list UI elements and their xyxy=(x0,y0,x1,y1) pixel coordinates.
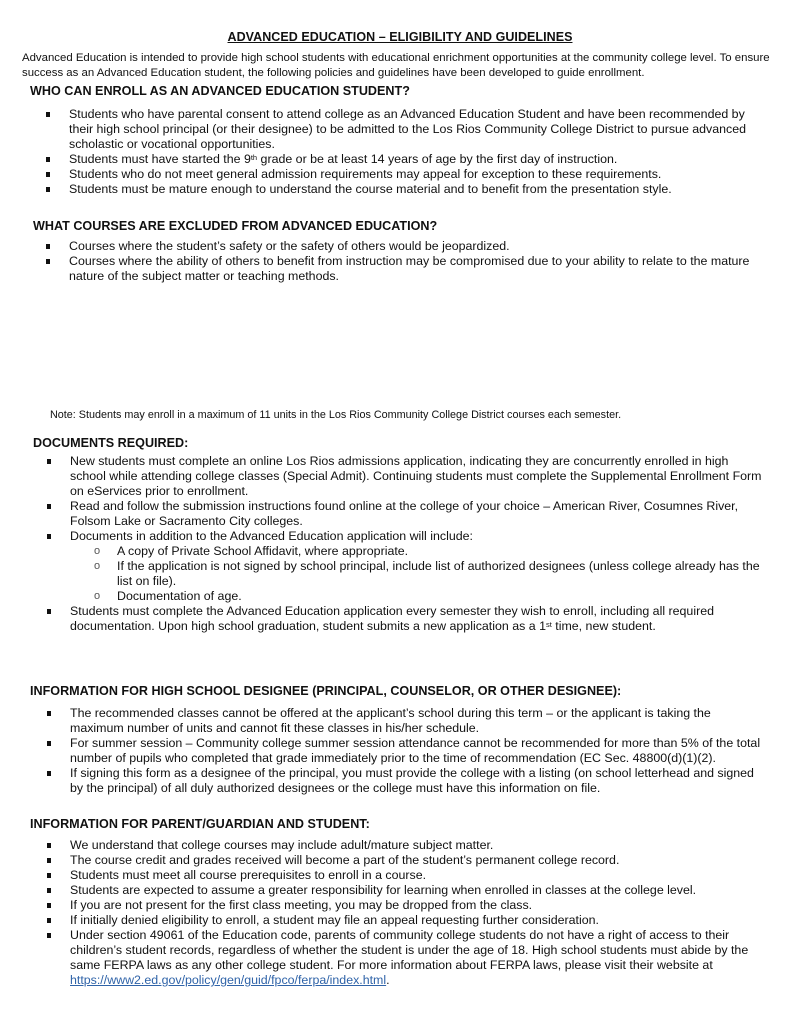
list-item-text: Students are expected to assume a greater responsibility for learning when enrolled in classes at the college level. xyxy=(70,883,697,897)
list-item xyxy=(47,706,767,736)
list-item xyxy=(46,107,766,152)
square-bullet-icon xyxy=(47,504,51,509)
sub-list-item xyxy=(70,544,767,559)
list-item xyxy=(46,239,766,254)
sub-list-item-text: Documentation of age. xyxy=(117,589,242,603)
list-item xyxy=(47,604,767,634)
heading-parent-guardian-student: INFORMATION FOR PARENT/GUARDIAN AND STUDENT: xyxy=(30,817,370,831)
list-item xyxy=(47,499,767,529)
documents-required-list xyxy=(47,454,767,634)
who-can-enroll-list xyxy=(46,107,766,197)
intro-paragraph: Advanced Education is intended to provide high school students with educational enrichment opportunities at the community college level. To ensure success as an Advanced Education student, the following policies and guidelines have been developed to guide enrollment. xyxy=(22,52,770,79)
list-item-text: Courses where the ability of others to benefit from instruction may be compromised due to your ability to relate to the mature nature of the subject matter or teaching methods. xyxy=(69,254,750,283)
square-bullet-icon xyxy=(47,888,51,893)
list-item-text: Students who do not meet general admission requirements may appeal for exception to these requirements. xyxy=(69,167,662,181)
square-bullet-icon xyxy=(46,157,50,162)
list-item xyxy=(46,254,766,284)
circle-bullet-icon: o xyxy=(94,545,101,557)
square-bullet-icon xyxy=(47,534,51,539)
list-item-text: New students must complete an online Los Rios admissions application, indicating they are concurrently enrolled in high school while attending college classes (Special Admit). Continuing students must complete the Supplemental Enrollment Form on eServices prior to enrollment. xyxy=(70,454,762,498)
square-bullet-icon xyxy=(46,112,50,117)
list-item-text: The recommended classes cannot be offered at the applicant’s school during this term – or the applicant is taking the maximum number of units and cannot fit these classes in his/her schedule. xyxy=(70,706,711,735)
superscript: th xyxy=(250,153,258,162)
square-bullet-icon xyxy=(47,609,51,614)
list-item xyxy=(47,766,767,796)
square-bullet-icon xyxy=(47,771,51,776)
square-bullet-icon xyxy=(47,918,51,923)
heading-who-can-enroll: WHO CAN ENROLL AS AN ADVANCED EDUCATION STUDENT? xyxy=(30,84,410,98)
list-item-text: We understand that college courses may include adult/mature subject matter. xyxy=(70,838,494,852)
list-item xyxy=(47,913,767,928)
list-item xyxy=(47,898,767,913)
list-item-text: Under section 49061 of the Education code, parents of community college students do not have a right of access to their children’s student records, regardless of whether the student is under the age of 18. High school students must abide by the same FERPA laws as any other college student. For more information about FERPA laws, please visit their website at https://www2.ed.gov/policy/gen/guid/fpco/ferpa/index.html. xyxy=(70,928,749,987)
list-item-text: Courses where the student’s safety or the safety of others would be jeopardized. xyxy=(69,239,510,253)
list-item-text: If you are not present for the first class meeting, you may be dropped from the class. xyxy=(70,898,533,912)
page-title: ADVANCED EDUCATION – ELIGIBILITY AND GUIDELINES xyxy=(227,30,573,44)
heading-high-school-designee: INFORMATION FOR HIGH SCHOOL DESIGNEE (PRINCIPAL, COUNSELOR, OR OTHER DESIGNEE): xyxy=(30,684,622,698)
list-item-text: Students must complete the Advanced Education application every semester they wish to enroll, including all required documentation. Upon high school graduation, student submits a new application as a 1st time, new student. xyxy=(70,604,714,633)
list-item xyxy=(46,167,766,182)
ferpa-link[interactable]: https://www2.ed.gov/policy/gen/guid/fpco/ferpa/index.html xyxy=(70,973,387,987)
list-item-text: If initially denied eligibility to enroll, a student may file an appeal requesting further consideration. xyxy=(70,913,599,927)
circle-bullet-icon: o xyxy=(94,590,101,602)
list-item-text: If signing this form as a designee of the principal, you must provide the college with a listing (on school letterhead and signed by the principal) of all duly authorized designees or the college must have this information on file. xyxy=(70,766,754,795)
list-item-text: Students must be mature enough to understand the course material and to benefit from the presentation style. xyxy=(69,182,672,196)
heading-documents-required: DOCUMENTS REQUIRED: xyxy=(33,436,189,450)
heading-excluded-courses: WHAT COURSES ARE EXCLUDED FROM ADVANCED EDUCATION? xyxy=(33,219,438,233)
list-item-text: Students must meet all course prerequisites to enroll in a course. xyxy=(70,868,427,882)
parent-guardian-student-list xyxy=(47,838,767,988)
list-item xyxy=(47,736,767,766)
sub-list-item-text: If the application is not signed by school principal, include list of authorized designees (unless college already has the list on file). xyxy=(117,559,760,588)
list-item xyxy=(47,883,767,898)
square-bullet-icon xyxy=(46,187,50,192)
square-bullet-icon xyxy=(47,903,51,908)
sub-list-item xyxy=(70,589,767,604)
list-item-text: Read and follow the submission instructions found online at the college of your choice – American River, Cosumnes River, Folsom Lake or Sacramento City colleges. xyxy=(70,499,739,528)
sub-list-item xyxy=(70,559,767,589)
square-bullet-icon xyxy=(46,244,50,249)
list-item xyxy=(46,152,766,167)
circle-bullet-icon: o xyxy=(94,560,101,572)
list-item-text: For summer session – Community college summer session attendance cannot be recommended for more than 5% of the total number of pupils who completed that grade immediately prior to the time of recommendation (EC Sec. 48800(d)(1)(2). xyxy=(70,736,761,765)
list-item-text: Documents in addition to the Advanced Education application will include: xyxy=(70,529,473,543)
list-item xyxy=(47,529,767,604)
documents-sub-list xyxy=(70,544,767,604)
list-item xyxy=(47,853,767,868)
list-item xyxy=(47,838,767,853)
units-note: Note: Students may enroll in a maximum of 11 units in the Los Rios Community College District courses each semester. xyxy=(50,409,622,421)
square-bullet-icon xyxy=(47,843,51,848)
square-bullet-icon xyxy=(47,873,51,878)
square-bullet-icon xyxy=(47,933,51,938)
list-item xyxy=(46,182,766,197)
square-bullet-icon xyxy=(47,711,51,716)
superscript: st xyxy=(545,620,552,629)
sub-list-item-text: A copy of Private School Affidavit, where appropriate. xyxy=(117,544,409,558)
list-item xyxy=(47,868,767,883)
list-item-text: The course credit and grades received will become a part of the student’s permanent college record. xyxy=(70,853,620,867)
square-bullet-icon xyxy=(46,259,50,264)
high-school-designee-list xyxy=(47,706,767,796)
list-item xyxy=(47,454,767,499)
excluded-courses-list xyxy=(46,239,766,284)
list-item-text: Students must have started the 9th grade or be at least 14 years of age by the first day of instruction. xyxy=(69,152,618,166)
list-item xyxy=(47,928,767,988)
list-item-text: Students who have parental consent to attend college as an Advanced Education Student and have been recommended by their high school principal (or their designee) to be admitted to the Los Rios Community College District to pursue advanced scholastic or vocational opportunities. xyxy=(69,107,747,151)
square-bullet-icon xyxy=(46,172,50,177)
square-bullet-icon xyxy=(47,858,51,863)
square-bullet-icon xyxy=(47,459,51,464)
square-bullet-icon xyxy=(47,741,51,746)
